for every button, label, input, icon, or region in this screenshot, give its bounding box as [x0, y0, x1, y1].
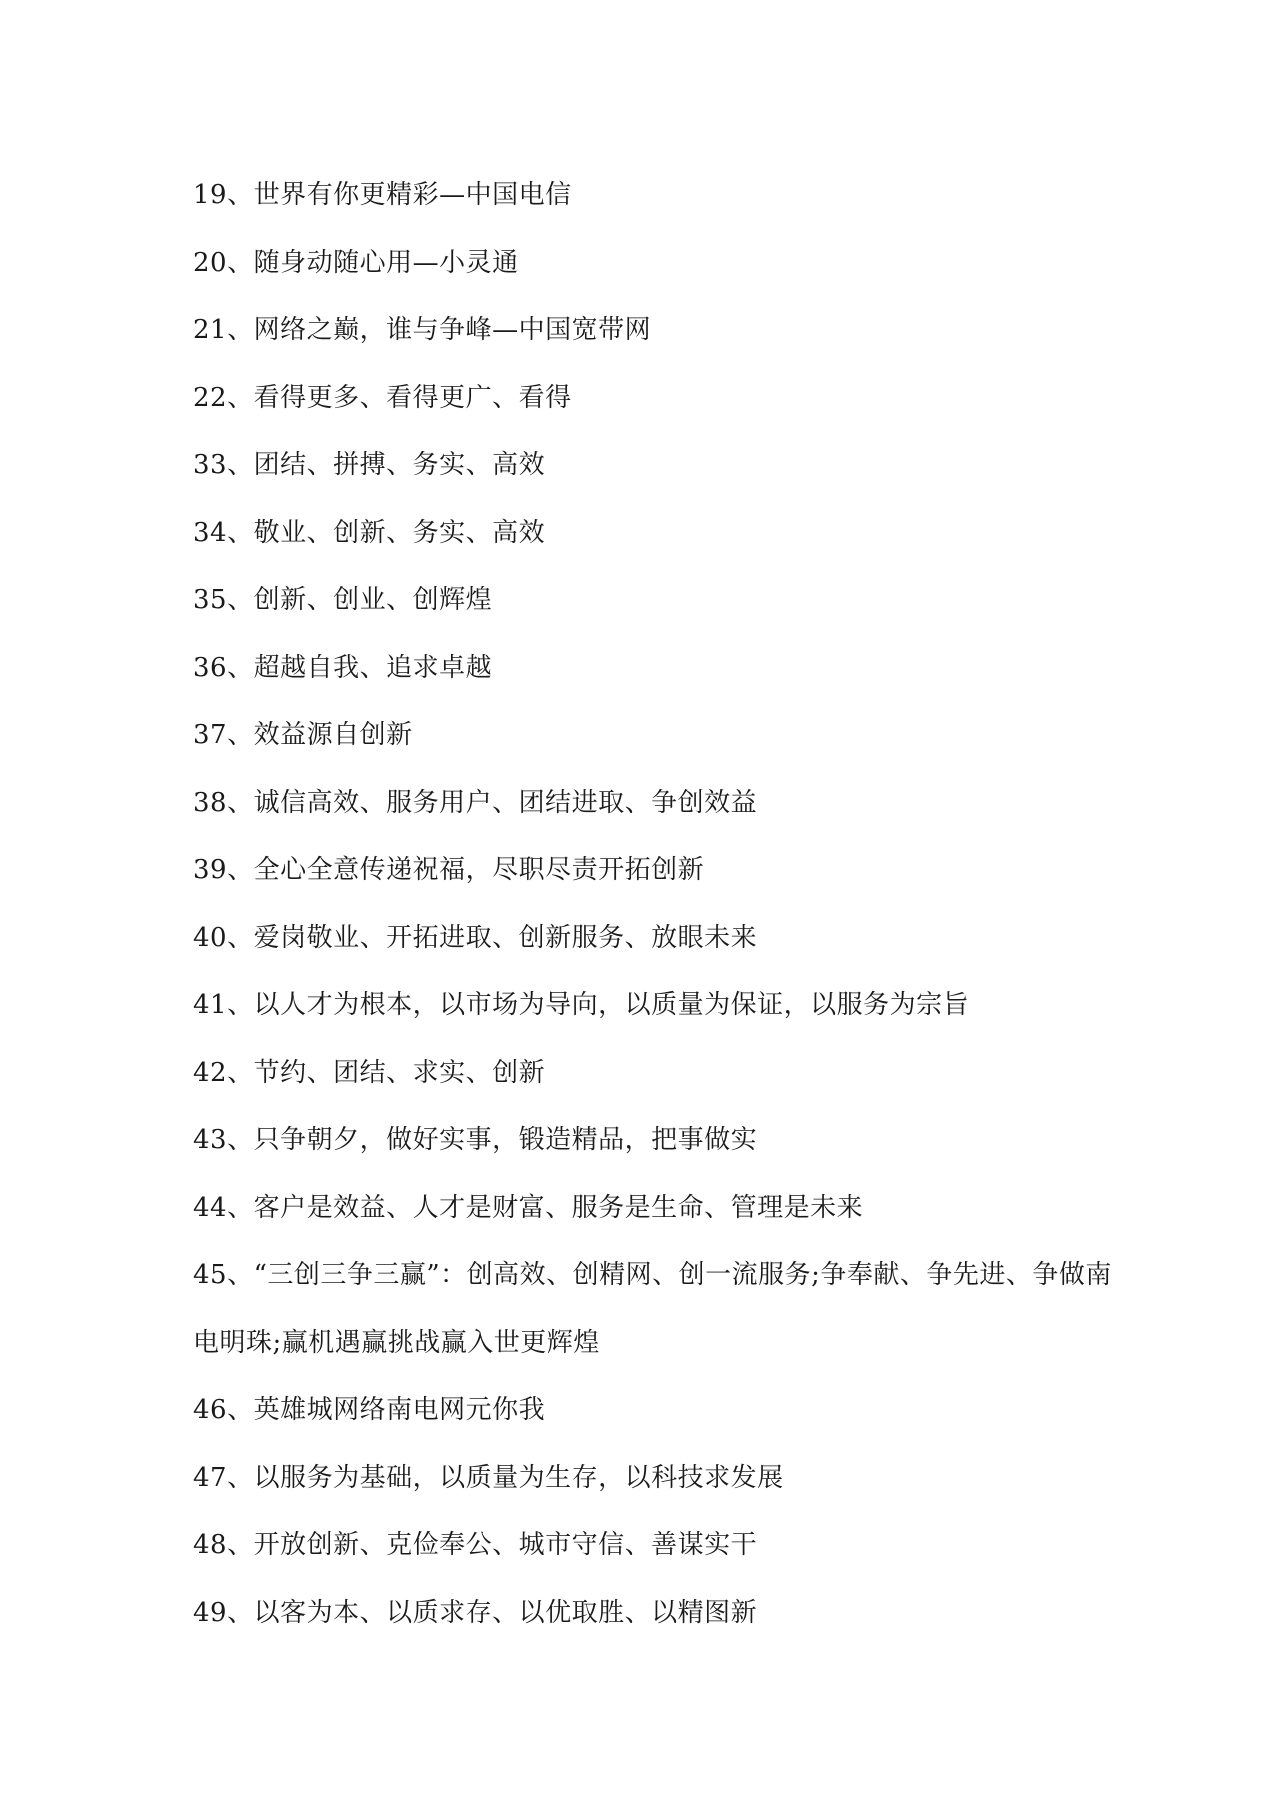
list-item: 37、效益源自创新 [193, 720, 413, 750]
list-item: 43、只争朝夕，做好实事，锻造精品，把事做实 [193, 1125, 758, 1155]
list-item: 49、以客为本、以质求存、以优取胜、以精图新 [193, 1597, 758, 1628]
list-item: 41、以人才为根本，以市场为导向，以质量为保证，以服务为宗旨 [193, 990, 970, 1020]
list-item: 33、团结、拼搏、务实、高效 [193, 450, 546, 480]
list-item: 35、创新、创业、创辉煌 [193, 585, 493, 615]
list-item: 42、节约、团结、求实、创新 [193, 1057, 546, 1088]
list-item: 22、看得更多、看得更广、看得 [193, 382, 572, 413]
list-item: 48、开放创新、克俭奉公、城市守信、善谋实干 [193, 1530, 758, 1560]
list-item: 20、随身动随心用—小灵通 [193, 247, 519, 278]
list-item: 34、敬业、创新、务实、高效 [193, 517, 546, 548]
list-item: 44、客户是效益、人才是财富、服务是生命、管理是未来 [193, 1192, 864, 1223]
list-item: 40、爱岗敬业、开拓进取、创新服务、放眼未来 [193, 922, 758, 953]
list-item: 45、“三创三争三赢”：创高效、创精网、创一流服务;争奉献、争先进、争做南 [193, 1260, 1112, 1290]
list-item: 46、英雄城网络南电网元你我 [193, 1395, 546, 1425]
list-item: 38、诚信高效、服务用户、团结进取、争创效益 [193, 787, 758, 818]
list-item: 47、以服务为基础，以质量为生存，以科技求发展 [193, 1462, 784, 1493]
list-item: 39、全心全意传递祝福，尽职尽责开拓创新 [193, 855, 705, 885]
list-item: 36、超越自我、追求卓越 [193, 652, 493, 683]
list-item: 21、网络之巅，谁与争峰—中国宽带网 [193, 315, 652, 345]
list-item-continuation: 电明珠;赢机遇赢挑战赢入世更辉煌 [193, 1327, 600, 1358]
slogan-list [193, 162, 1112, 1647]
list-item: 19、世界有你更精彩—中国电信 [193, 180, 572, 210]
